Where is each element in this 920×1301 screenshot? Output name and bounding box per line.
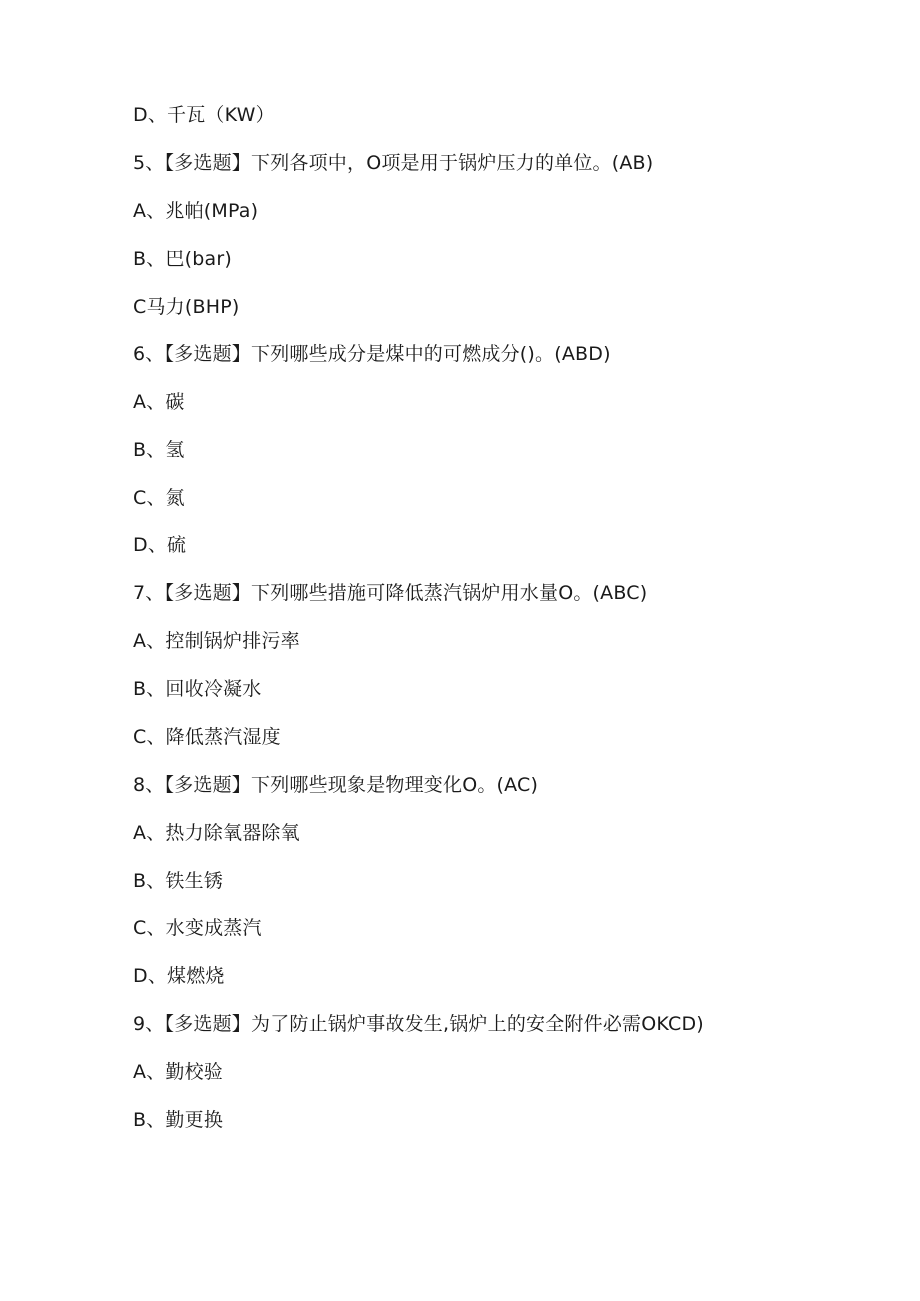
- option-b-line: B、巴(bar): [133, 248, 232, 270]
- option-c-line: C、氮: [133, 487, 185, 509]
- option-d-line: D、煤燃烧: [133, 965, 225, 987]
- option-d-line: D、硫: [133, 534, 187, 556]
- option-a-line: A、控制锅炉排污率: [133, 630, 300, 652]
- question-7: 7、【多选题】下列哪些措施可降低蒸汽锅炉用水量O。(ABC): [133, 582, 648, 604]
- option-b-line: B、勤更换: [133, 1109, 224, 1131]
- question-5: 5、【多选题】下列各项中，O项是用于锅炉压力的单位。(AB): [133, 152, 654, 174]
- option-a-line: A、勤校验: [133, 1061, 223, 1083]
- option-a-line: A、碳: [133, 391, 185, 413]
- option-b-line: B、回收冷凝水: [133, 678, 262, 700]
- question-8: 8、【多选题】下列哪些现象是物理变化O。(AC): [133, 774, 539, 796]
- question-9: 9、【多选题】为了防止锅炉事故发生,锅炉上的安全附件必需OKCD): [133, 1013, 704, 1035]
- option-c-line: C、降低蒸汽湿度: [133, 726, 281, 748]
- question-6: 6、【多选题】下列哪些成分是煤中的可燃成分()。(ABD): [133, 343, 611, 365]
- option-c-line: C、水变成蒸汽: [133, 917, 262, 939]
- option-b-line: B、氢: [133, 439, 185, 461]
- option-b-line: B、铁生锈: [133, 870, 224, 892]
- option-a-line: A、兆帕(MPa): [133, 200, 259, 222]
- option-a-line: A、热力除氧器除氧: [133, 822, 300, 844]
- option-c-line: C马力(BHP): [133, 296, 240, 318]
- option-d-line: D、千瓦（KW）: [133, 104, 275, 126]
